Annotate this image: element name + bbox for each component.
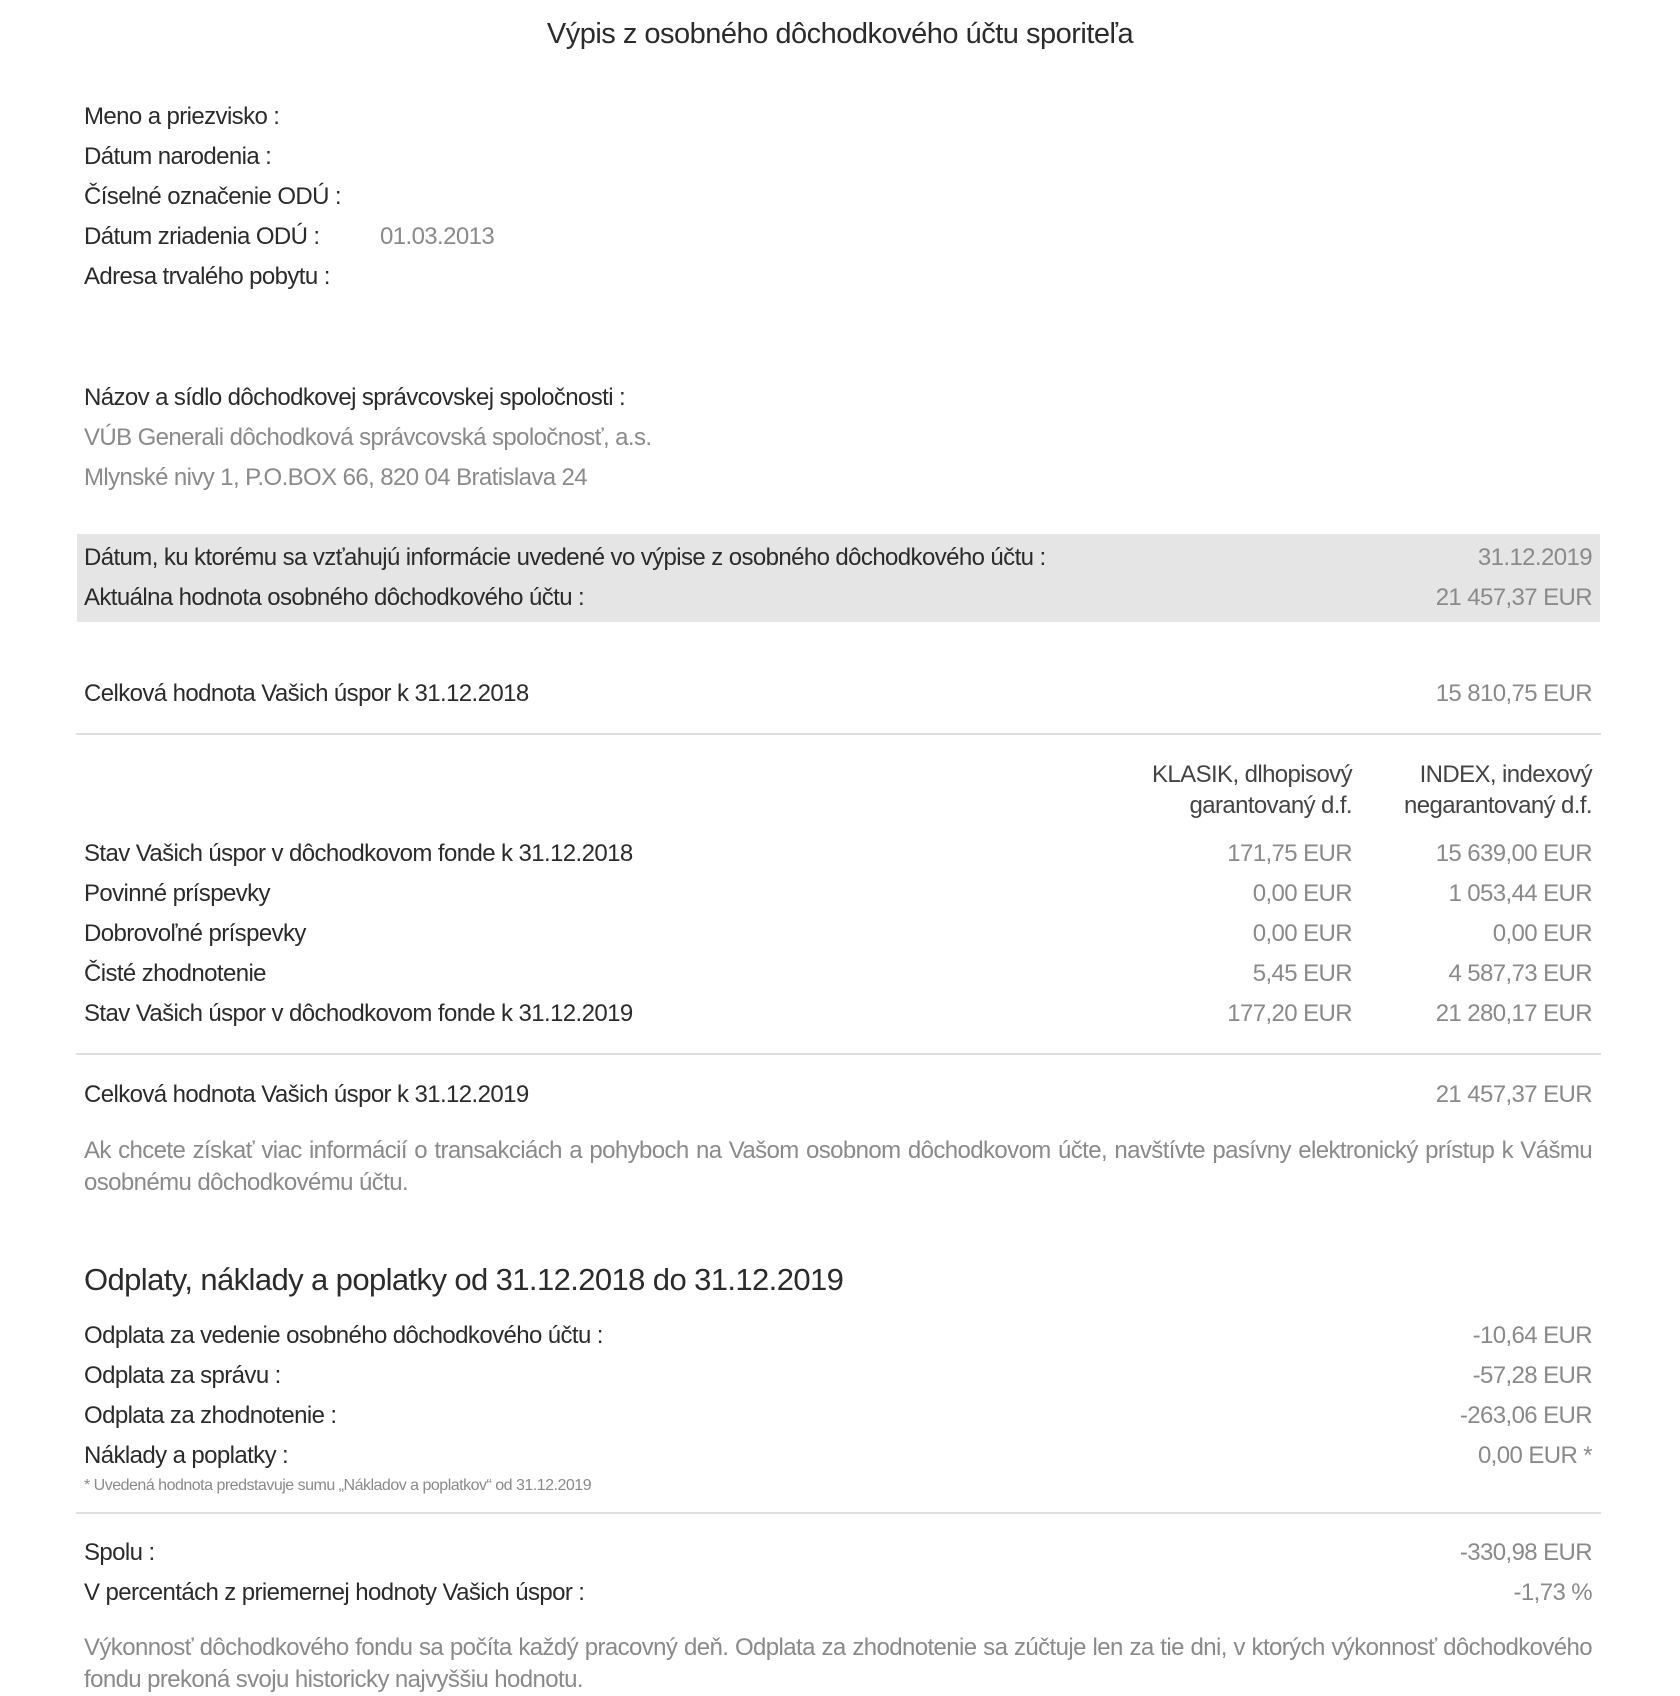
statement-date-label: Dátum, ku ktorému sa vzťahujú informácie uvedené vo výpise z osobného dôchodkového účtu : [84, 544, 1046, 571]
total-2018-value: 15 810,75 EUR [1435, 680, 1592, 707]
divider [76, 733, 1601, 735]
fee-value: -10,64 EUR [1472, 1322, 1592, 1349]
fees-percent-label: V percentách z priemernej hodnoty Vašich úspor : [84, 1579, 585, 1606]
klasik-value: 171,75 EUR [1227, 840, 1352, 867]
address-label: Adresa trvalého pobytu : [84, 263, 330, 290]
current-value-label: Aktuálna hodnota osobného dôchodkového účtu : [84, 584, 585, 611]
fee-value: -57,28 EUR [1472, 1362, 1592, 1389]
table-row-label: Stav Vašich úspor v dôchodkovom fonde k 31.12.2018 [84, 840, 633, 867]
fee-label: Odplata za zhodnotenie : [84, 1402, 337, 1429]
table-row-label: Čisté zhodnotenie [84, 960, 266, 987]
fee-label: Odplata za správu : [84, 1362, 281, 1389]
index-value: 0,00 EUR [1492, 920, 1592, 947]
company-name: VÚB Generali dôchodková správcovská spoločnosť, a.s. [84, 424, 652, 451]
klasik-value: 5,45 EUR [1252, 960, 1352, 987]
index-value: 4 587,73 EUR [1448, 960, 1592, 987]
fee-value: 0,00 EUR * [1477, 1442, 1592, 1469]
page-title: Výpis z osobného dôchodkového účtu sporiteľa [546, 18, 1134, 50]
fees-percent-value: -1,73 % [1513, 1579, 1592, 1606]
klasik-column-header [1152, 759, 1352, 821]
current-value-amount: 21 457,37 EUR [1435, 584, 1592, 611]
table-row-label: Stav Vašich úspor v dôchodkovom fonde k 31.12.2019 [84, 1000, 633, 1027]
index-value: 1 053,44 EUR [1448, 880, 1592, 907]
fee-value: -263,06 EUR [1459, 1402, 1592, 1429]
total-2018-label: Celková hodnota Vašich úspor k 31.12.2018 [84, 680, 529, 707]
fee-label: Náklady a poplatky : [84, 1442, 289, 1469]
fees-total-label: Spolu : [84, 1539, 155, 1566]
birth-date-label: Dátum narodenia : [84, 143, 272, 170]
odu-date-label: Dátum zriadenia ODÚ : [84, 223, 320, 250]
name-label: Meno a priezvisko : [84, 103, 280, 130]
total-2019-value: 21 457,37 EUR [1435, 1081, 1592, 1108]
fees-total-value: -330,98 EUR [1459, 1539, 1592, 1566]
index-value: 21 280,17 EUR [1435, 1000, 1592, 1027]
divider [76, 1053, 1601, 1055]
divider [76, 1512, 1601, 1514]
footnote: * Uvedená hodnota predstavuje sumu „Nákladov a poplatkov“ od 31.12.2019 [84, 1477, 592, 1494]
index-column-header [1404, 759, 1592, 821]
performance-paragraph: Výkonnosť dôchodkového fondu sa počíta každý pracovný deň. Odplata za zhodnotenie sa zúčtuje len za tie dni, v ktorých výkonnosť dôchodkového fondu prekoná svoju historicky najvyššiu hodnotu. [84, 1634, 1592, 1693]
company-address: Mlynské nivy 1, P.O.BOX 66, 820 04 Bratislava 24 [84, 464, 588, 491]
total-2019-label: Celková hodnota Vašich úspor k 31.12.2019 [84, 1081, 529, 1108]
index-value: 15 639,00 EUR [1435, 840, 1592, 867]
fee-label: Odplata za vedenie osobného dôchodkového účtu : [84, 1322, 603, 1349]
index-header-line2: negarantovaný d.f. [1403, 792, 1592, 819]
klasik-header-line2: garantovaný d.f. [1189, 792, 1352, 819]
klasik-value: 0,00 EUR [1252, 880, 1352, 907]
odu-date-value: 01.03.2013 [380, 223, 495, 250]
statement-date-value: 31.12.2019 [1477, 544, 1592, 571]
fees-heading: Odplaty, náklady a poplatky od 31.12.2018 do 31.12.2019 [84, 1262, 844, 1297]
odu-number-label: Číselné označenie ODÚ : [84, 183, 341, 210]
info-paragraph: Ak chcete získať viac informácií o transakciách a pohyboch na Vašom osobnom dôchodkovom účte, navštívte pasívny elektronický prístup k Vášmu osobnému dôchodkovému účtu. [84, 1137, 1592, 1196]
klasik-header-line1: KLASIK, dlhopisový [1152, 761, 1352, 788]
index-header-line1: INDEX, indexový [1419, 761, 1592, 788]
table-row-label: Dobrovoľné príspevky [84, 920, 306, 947]
table-row-label: Povinné príspevky [84, 880, 270, 907]
company-label: Názov a sídlo dôchodkovej správcovskej spoločnosti : [84, 384, 626, 411]
klasik-value: 0,00 EUR [1252, 920, 1352, 947]
klasik-value: 177,20 EUR [1227, 1000, 1352, 1027]
